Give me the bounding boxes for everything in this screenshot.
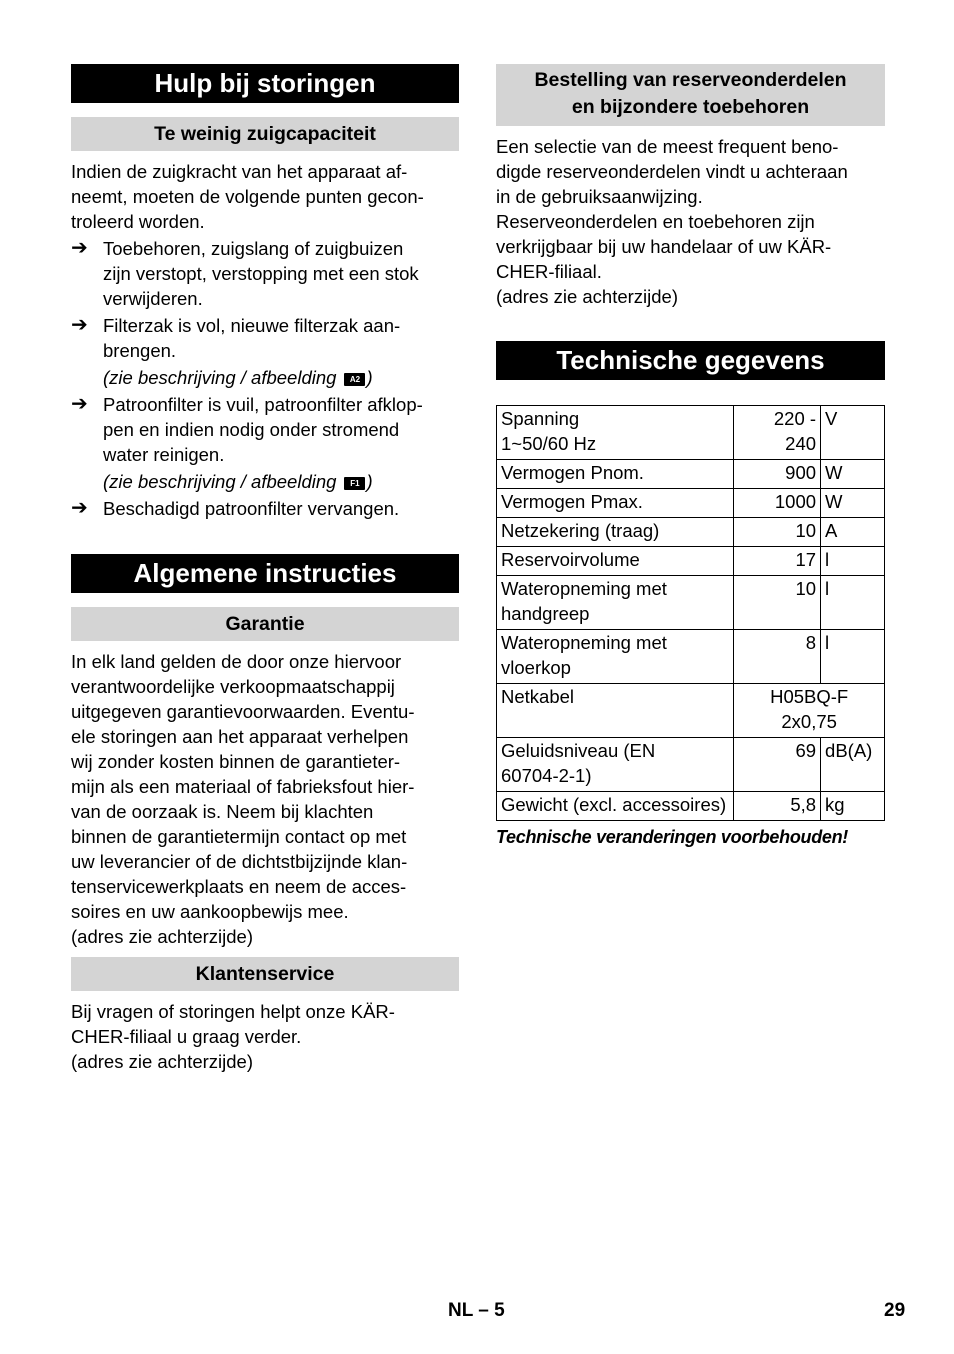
spec-label: Vermogen Pmax. — [497, 489, 734, 518]
troubleshoot-text-4: Beschadigd patroonfilter vervangen. — [103, 498, 400, 519]
spec-label: Wateropneming met vloerkop — [497, 630, 734, 684]
spec-unit: A — [821, 518, 885, 547]
figure-reference-text: (zie beschrijving / afbeelding — [103, 471, 337, 492]
spec-unit: V — [821, 406, 885, 460]
figure-f1-icon: F1 — [344, 477, 365, 490]
spec-label: Gewicht (excl. accessoires) — [497, 792, 734, 821]
table-row — [497, 630, 885, 684]
spec-unit: l — [821, 630, 885, 684]
arrow-right-icon: ➔ — [71, 497, 88, 519]
spec-value: 17 — [734, 547, 821, 576]
table-row — [497, 406, 885, 460]
spec-value: 900 — [734, 460, 821, 489]
spec-value: 10 — [734, 576, 821, 630]
subsection-title-reserveonderdelen: Bestelling van reserveonderdelen en bijzondere toebehoren — [496, 64, 885, 126]
troubleshoot-item-3 — [71, 392, 459, 467]
table-row — [497, 489, 885, 518]
table-row — [497, 518, 885, 547]
technical-data-table — [496, 405, 885, 821]
garantie-text: In elk land gelden de door onze hiervoor verantwoordelijke verkoopmaatschappij uitgegeven garantievoorwaarden. Eventu- ele storingen aan het apparaat verhelpen wij zonder kosten binnen de garantieter- mijn als een materiaal of fabrieksfout hier- van de oorzaak is. Neem bij klachten binnen de garantietermijn contact op met uw leverancier of de dichtstbijzijnde klan- tenservicewerkplaats en neem de acces- soires en uw aankoopbewijs mee. (adres zie achterzijde) — [71, 651, 415, 947]
troubleshoot-text-1: Toebehoren, zuigslang of zuigbuizen zijn verstopt, verstopping met een stok verwijderen. — [103, 238, 419, 309]
subsection-title-klantenservice: Klantenservice — [71, 957, 459, 991]
zuigcapaciteit-intro: Indien de zuigkracht van het apparaat af- neemt, moeten de volgende punten gecon- troleerd worden. — [71, 161, 424, 232]
section-title-technische-gegevens: Technische gegevens — [496, 341, 885, 380]
spec-value: 5,8 — [734, 792, 821, 821]
spec-unit: kg — [821, 792, 885, 821]
spec-label: Reservoirvolume — [497, 547, 734, 576]
spec-value: 10 — [734, 518, 821, 547]
subsection-title-zuigcapaciteit: Te weinig zuigcapaciteit — [71, 117, 459, 151]
table-row — [497, 684, 885, 738]
spec-unit: l — [821, 576, 885, 630]
spec-unit: dB(A) — [821, 738, 885, 792]
figure-reference-text: (zie beschrijving / afbeelding — [103, 367, 337, 388]
figure-a2-icon: A2 — [344, 373, 365, 386]
figure-reference-a2: (zie beschrijving / afbeelding A2 ) — [103, 367, 373, 388]
spec-value: H05BQ-F 2x0,75 — [734, 684, 885, 738]
table-row — [497, 738, 885, 792]
reserveonderdelen-text: Een selectie van de meest frequent beno- digde reserveonderdelen vindt u achteraan in de gebruiksaanwijzing. Reserveonderdelen en toebehoren zijn verkrijgbaar bij uw handelaar of uw KÄR- CHER-filiaal. (adres zie achterzijde) — [496, 136, 848, 307]
spec-label: Netzekering (traag) — [497, 518, 734, 547]
subsection-title-garantie: Garantie — [71, 607, 459, 641]
arrow-right-icon: ➔ — [71, 314, 88, 336]
spec-label: Spanning 1~50/60 Hz — [497, 406, 734, 460]
spec-unit: l — [821, 547, 885, 576]
section-title-algemene-instructies: Algemene instructies — [71, 554, 459, 593]
page-number: 29 — [884, 1300, 906, 1321]
spec-value: 220 - 240 — [734, 406, 821, 460]
arrow-right-icon: ➔ — [71, 393, 88, 415]
troubleshoot-item-4 — [71, 496, 459, 521]
left-column — [71, 64, 459, 1074]
troubleshoot-text-3: Patroonfilter is vuil, patroonfilter afklop- pen en indien nodig onder stromend water reinigen. — [103, 394, 423, 465]
troubleshoot-text-2: Filterzak is vol, nieuwe filterzak aan- brengen. — [103, 315, 401, 361]
spec-label: Wateropneming met handgreep — [497, 576, 734, 630]
footer-language-page: NL – 5 — [448, 1300, 505, 1321]
table-row — [497, 792, 885, 821]
table-row — [497, 547, 885, 576]
section-title-hulp-bij-storingen: Hulp bij storingen — [71, 64, 459, 103]
spec-unit: W — [821, 460, 885, 489]
spec-label: Netkabel — [497, 684, 734, 738]
spec-unit: W — [821, 489, 885, 518]
technical-remark: Technische veranderingen voorbehouden! — [496, 827, 849, 847]
right-column — [496, 64, 885, 850]
spec-label: Vermogen Pnom. — [497, 460, 734, 489]
klantenservice-text: Bij vragen of storingen helpt onze KÄR- CHER-filiaal u graag verder. (adres zie achterzijde) — [71, 1001, 395, 1072]
troubleshoot-item-1 — [71, 236, 459, 311]
arrow-right-icon: ➔ — [71, 237, 88, 259]
spec-value: 69 — [734, 738, 821, 792]
spec-label: Geluidsniveau (EN 60704-2-1) — [497, 738, 734, 792]
figure-reference-f1: (zie beschrijving / afbeelding F1 ) — [103, 471, 373, 492]
table-row — [497, 576, 885, 630]
spec-value: 1000 — [734, 489, 821, 518]
table-row — [497, 460, 885, 489]
spec-value: 8 — [734, 630, 821, 684]
troubleshoot-item-2 — [71, 313, 459, 363]
